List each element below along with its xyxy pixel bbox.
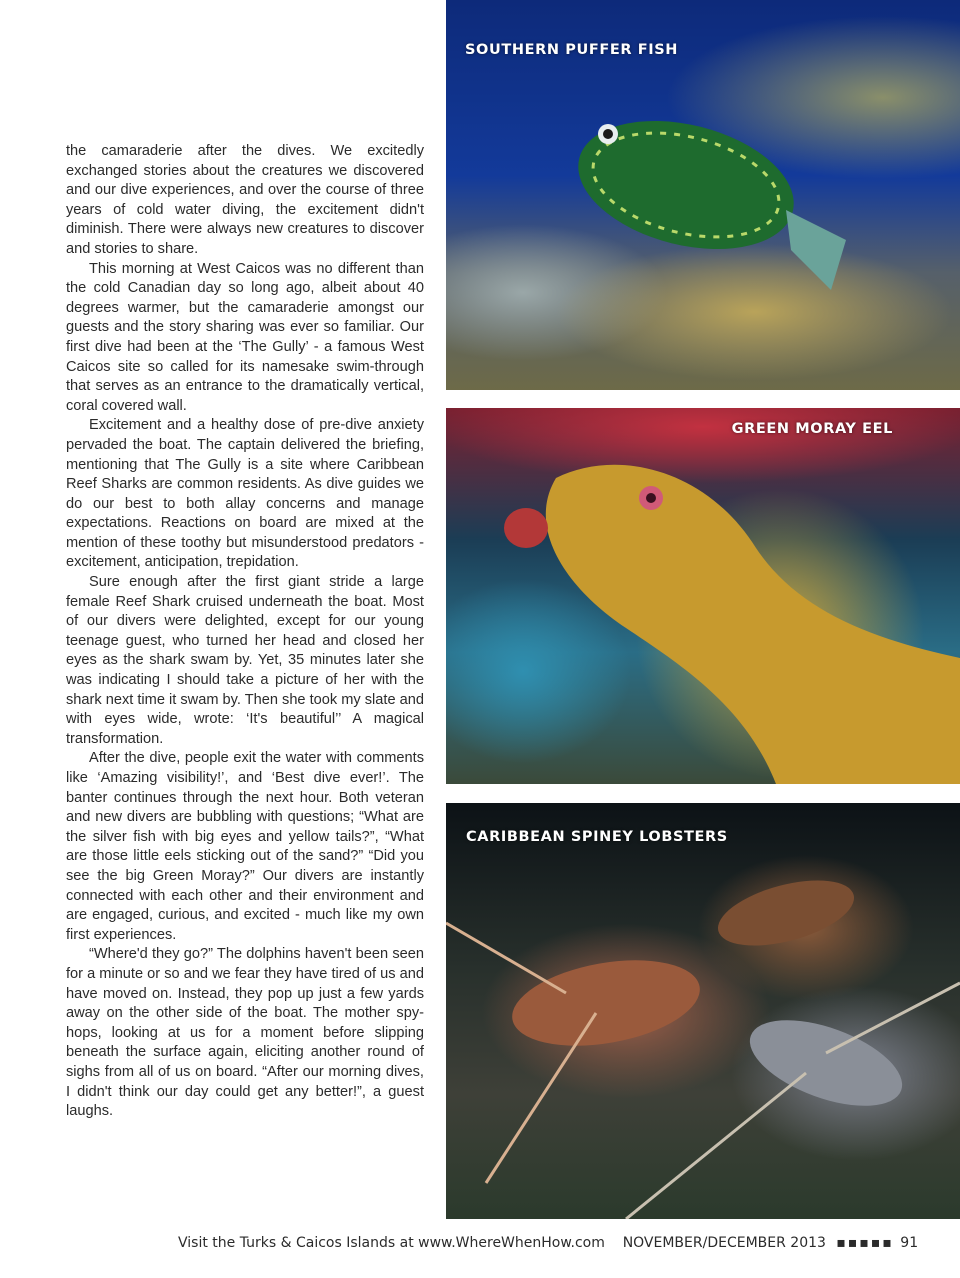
article-body bbox=[66, 142, 424, 1122]
green-moray-photo bbox=[446, 408, 960, 784]
article-paragraph: Excitement and a healthy dose of pre-dive anxiety pervaded the boat. The captain delivered the briefing, mentioning that The Gully is a site where Caribbean Reef Sharks are common residents. As dive guides we do our best to both allay concerns and manage expectations. Reactions on board are mixed at the mention of these toothy but misunderstood predators - excitement, anticipation, trepidation. bbox=[66, 417, 424, 571]
article-paragraph: the camaraderie after the dives. We excitedly exchanged stories about the creatures we discovered and our dive experiences, and over the course of three years of cold water diving, the excitement didn't diminish. There were always new creatures to discover and stories to share. bbox=[66, 143, 424, 257]
article-paragraph: After the dive, people exit the water with comments like ‘Amazing visibility!’, and ‘Best dive ever!’. The banter continues through the next hour. Both veteran and new divers are bubbling with questions; “What are the silver fish with big eyes and yellow tails?”, “What are those little eels sticking out of the sand?” “Did you see the big Green Moray?” Our divers are instantly connected with each other and their environment and are engaged, curious, and excited - much like my own first experiences. bbox=[66, 750, 424, 943]
green-moray-illustration bbox=[446, 408, 960, 784]
spiney-lobster-caption: CARIBBEAN SPINEY LOBSTERS bbox=[466, 829, 728, 845]
article-paragraph: Sure enough after the first giant stride a large female Reef Shark cruised underneath the boat. Most of our divers were delighted, except for our young teenage guest, who turned her head and closed her eyes as the shark swam by. Yet, 35 minutes later she was indicating I should take a picture of her with the shark next time it swam by. Then she took my slate and with eyes wide, wrote: ‘It's beautiful’’ A magical transformation. bbox=[66, 574, 424, 747]
spiney-lobster-photo bbox=[446, 803, 960, 1219]
puffer-fish-illustration bbox=[446, 0, 960, 390]
spiney-lobster-illustration bbox=[446, 803, 960, 1219]
footer-issue-date: NOVEMBER/DECEMBER 2013 bbox=[622, 1235, 826, 1251]
page-number: 91 bbox=[900, 1235, 919, 1251]
footer-dots: ▪▪▪▪▪ bbox=[836, 1235, 894, 1251]
green-moray-caption: GREEN MORAY EEL bbox=[731, 421, 893, 437]
article-paragraph: “Where'd they go?” The dolphins haven't been seen for a minute or so and we fear they have tired of us and have moved on. Instead, they pop up just a few yards away on the other side of the boat. The mother spy-hops, looking at us for a moment before slipping beneath the surface again, eliciting another round of sighs from all of us on board. “After our morning dives, I didn't think our day could get any better!”, a guest laughs. bbox=[66, 946, 424, 1120]
page-footer bbox=[178, 1235, 919, 1251]
puffer-fish-photo bbox=[446, 0, 960, 390]
puffer-fish-caption: SOUTHERN PUFFER FISH bbox=[465, 42, 679, 58]
article-paragraph: This morning at West Caicos was no different than the cold Canadian day so long ago, albeit about 40 degrees warmer, but the camaraderie amongst our guests and the story sharing was ever so familiar. Our first dive had been at the ‘The Gully’ - a famous West Caicos site so called for its namesake swim-through that serves as an entrance to the dramatically vertical, coral covered wall. bbox=[66, 260, 424, 414]
footer-visit-text: Visit the Turks & Caicos Islands at www.WhereWhenHow.com bbox=[178, 1235, 605, 1251]
